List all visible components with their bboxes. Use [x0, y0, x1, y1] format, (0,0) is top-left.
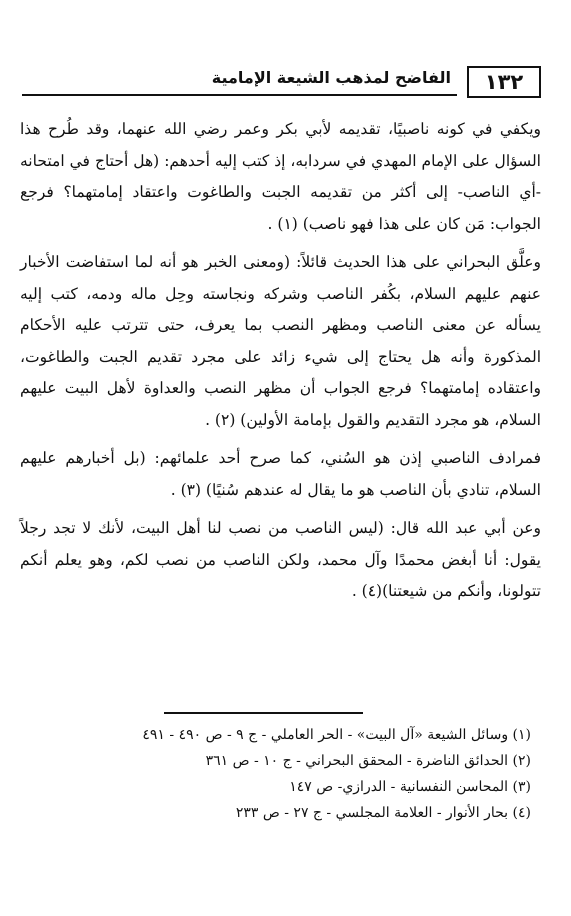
- paragraph: فمرادف الناصبي إذن هو السُني، كما صرح أحد علمائهم: (بل أخبارهم عليهم السلام، تنادي بأن الناصب هو ما يقال له عندهم سُنيًا) (٣) .: [20, 449, 541, 499]
- page-number: ١٣٢: [467, 66, 541, 98]
- paragraph: وعلَّق البحراني على هذا الحديث قائلاً: (ومعنى الخبر هو أنه لما استفاضت الأخبار عنهم عليهم السلام، بكُفر الناصب وشركه ونجاسته وحِل ماله ودمه، كتب إليه يسأله عن معنى الناصب ومظهر النصب بما يعرف، حتى تترتب عليه الأحكام المذكورة وأنه هل يحتاج إلى شيء زائد على مجرد تقديم الجبت والطاغوت، واعتقاده إمامتهما؟ فرجع الجواب أن مظهر النصب والعداوة لأهل البيت عليهم السلام، هو مجرد التقديم والقول بإمامة الأولين) (٢) .: [20, 253, 541, 429]
- page-header: [22, 64, 541, 102]
- running-title: الفاضح لمذهب الشيعة الإمامية: [211, 68, 451, 87]
- paragraph: وعن أبي عبد الله قال: (ليس الناصب من نصب لنا أهل البيت، لأنك لا تجد رجلاً يقول: أنا أبغض محمدًا وآل محمد، ولكن الناصب من نصب لكم، وهو يعلم أنكم تتولونا، وأنكم من شيعتنا)(٤) .: [20, 519, 541, 600]
- footnote-item: (٤) بحار الأنوار - العلامة المجلسي - ج ٢٧ - ص ٢٣٣: [235, 805, 531, 821]
- footnotes: [51, 722, 531, 826]
- footnote-item: (٢) الحدائق الناضرة - المحقق البحراني - ج ١٠ - ص ٣٦١: [205, 753, 531, 769]
- paragraph: ويكفي في كونه ناصبيًا، تقديمه لأبي بكر وعمر رضي الله عنهما، وقد طُرح هذا السؤال على الإمام المهدي في سردابه، إذ كتب إليه أحدهم: (هل أحتاج في امتحانه -أي الناصب- إلى أكثر من تقديمه الجبت والطاغوت واعتقاد إمامتهما؟ فرجع الجواب: مَن كان على هذا فهو ناصب) (١) .: [20, 120, 541, 233]
- footnote-separator: [164, 712, 363, 714]
- header-rule: [22, 94, 457, 96]
- footnote-item: (٣) المحاسن النفسانية - الدرازي- ص ١٤٧: [289, 779, 531, 795]
- footnote-item: (١) وسائل الشيعة «آل البيت» - الحر العاملي - ج ٩ - ص ٤٩٠ - ٤٩١: [142, 727, 531, 743]
- body-text: [20, 114, 541, 615]
